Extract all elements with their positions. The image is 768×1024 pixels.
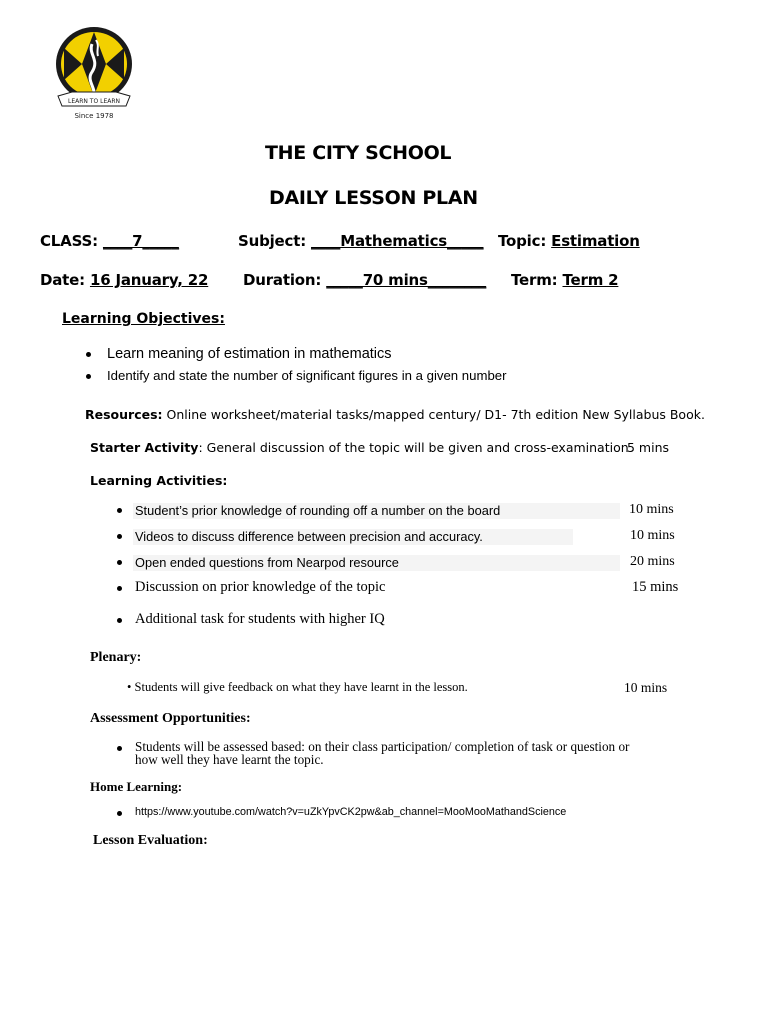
duration-label: Duration: (243, 271, 322, 289)
bullet-icon (117, 586, 122, 591)
activity-item: Student’s prior knowledge of rounding off a number on the board (135, 503, 501, 518)
class-value: ____7_____ (102, 232, 179, 250)
date-field (40, 271, 208, 289)
term-label: Term: (511, 271, 558, 289)
objective-item: Learn meaning of estimation in mathematics (107, 346, 392, 362)
class-field (40, 232, 179, 250)
plenary-bullet: • (127, 680, 132, 694)
bullet-icon (117, 560, 122, 565)
activity-time: 15 mins (632, 579, 679, 595)
subject-value: ____Mathematics_____ (311, 232, 484, 250)
assessment-line: Students will be assessed based: on their class participation/ completion of task or question or (135, 739, 630, 754)
plenary-time: 10 mins (624, 680, 668, 695)
term-value: Term 2 (562, 271, 619, 289)
plenary-line (127, 680, 468, 695)
subject-label: Subject: (238, 232, 306, 250)
activities-heading: Learning Activities: (90, 473, 228, 488)
activity-time: 10 mins (630, 528, 675, 543)
starter-text: : General discussion of the topic will be given and cross-examination (198, 440, 629, 455)
city-school-crest-icon (52, 26, 136, 124)
activity-time: 20 mins (630, 554, 675, 569)
objectives-heading: Learning Objectives: (62, 311, 225, 327)
home-learning-link[interactable]: https://www.youtube.com/watch?v=uZkYpvCK2pw&ab_channel=MooMooMathandScience (135, 806, 567, 818)
bullet-icon (117, 811, 122, 816)
school-logo (52, 26, 136, 124)
activity-item: Videos to discuss difference between precision and accuracy. (135, 529, 483, 544)
class-label: CLASS: (40, 232, 98, 250)
term-field (511, 271, 618, 289)
subject-field (238, 232, 484, 250)
duration-value: _____70 mins________ (326, 271, 487, 289)
bullet-icon (117, 508, 122, 513)
plenary-heading: Plenary: (90, 650, 142, 665)
resources-line (85, 407, 705, 422)
bullet-icon (117, 534, 122, 539)
topic-field (498, 232, 640, 250)
activity-item: Additional task for students with higher IQ (135, 611, 385, 627)
bullet-icon (117, 746, 122, 751)
plenary-text: Students will give feedback on what they have learnt in the lesson. (134, 680, 468, 694)
activity-item: Open ended questions from Nearpod resource (135, 555, 399, 570)
school-name: THE CITY SCHOOL (265, 142, 452, 164)
document-title: DAILY LESSON PLAN (269, 187, 478, 209)
duration-field (243, 271, 486, 289)
bullet-icon (117, 618, 122, 623)
logo-since: Since 1978 (74, 112, 114, 120)
activity-time: 10 mins (629, 502, 674, 517)
home-learning-heading: Home Learning: (90, 779, 183, 794)
evaluation-heading: Lesson Evaluation: (93, 833, 208, 848)
assessment-heading: Assessment Opportunities: (90, 711, 251, 726)
resources-label: Resources: (85, 407, 163, 422)
topic-value: Estimation (551, 232, 640, 250)
bullet-icon (86, 352, 91, 357)
starter-line (90, 440, 629, 455)
objective-item: Identify and state the number of significant figures in a given number (107, 368, 507, 383)
starter-label: Starter Activity (90, 440, 199, 455)
date-label: Date: (40, 271, 85, 289)
activity-item: Discussion on prior knowledge of the topic (135, 579, 386, 595)
assessment-line: how well they have learnt the topic. (135, 752, 324, 767)
topic-label: Topic: (498, 232, 547, 250)
date-value: 16 January, 22 (89, 271, 209, 289)
resources-text: Online worksheet/material tasks/mapped century/ D1- 7th edition New Syllabus Book. (166, 407, 705, 422)
starter-time: 5 mins (627, 440, 670, 455)
logo-motto: LEARN TO LEARN (68, 98, 120, 105)
assessment-text (135, 740, 629, 766)
bullet-icon (86, 374, 91, 379)
